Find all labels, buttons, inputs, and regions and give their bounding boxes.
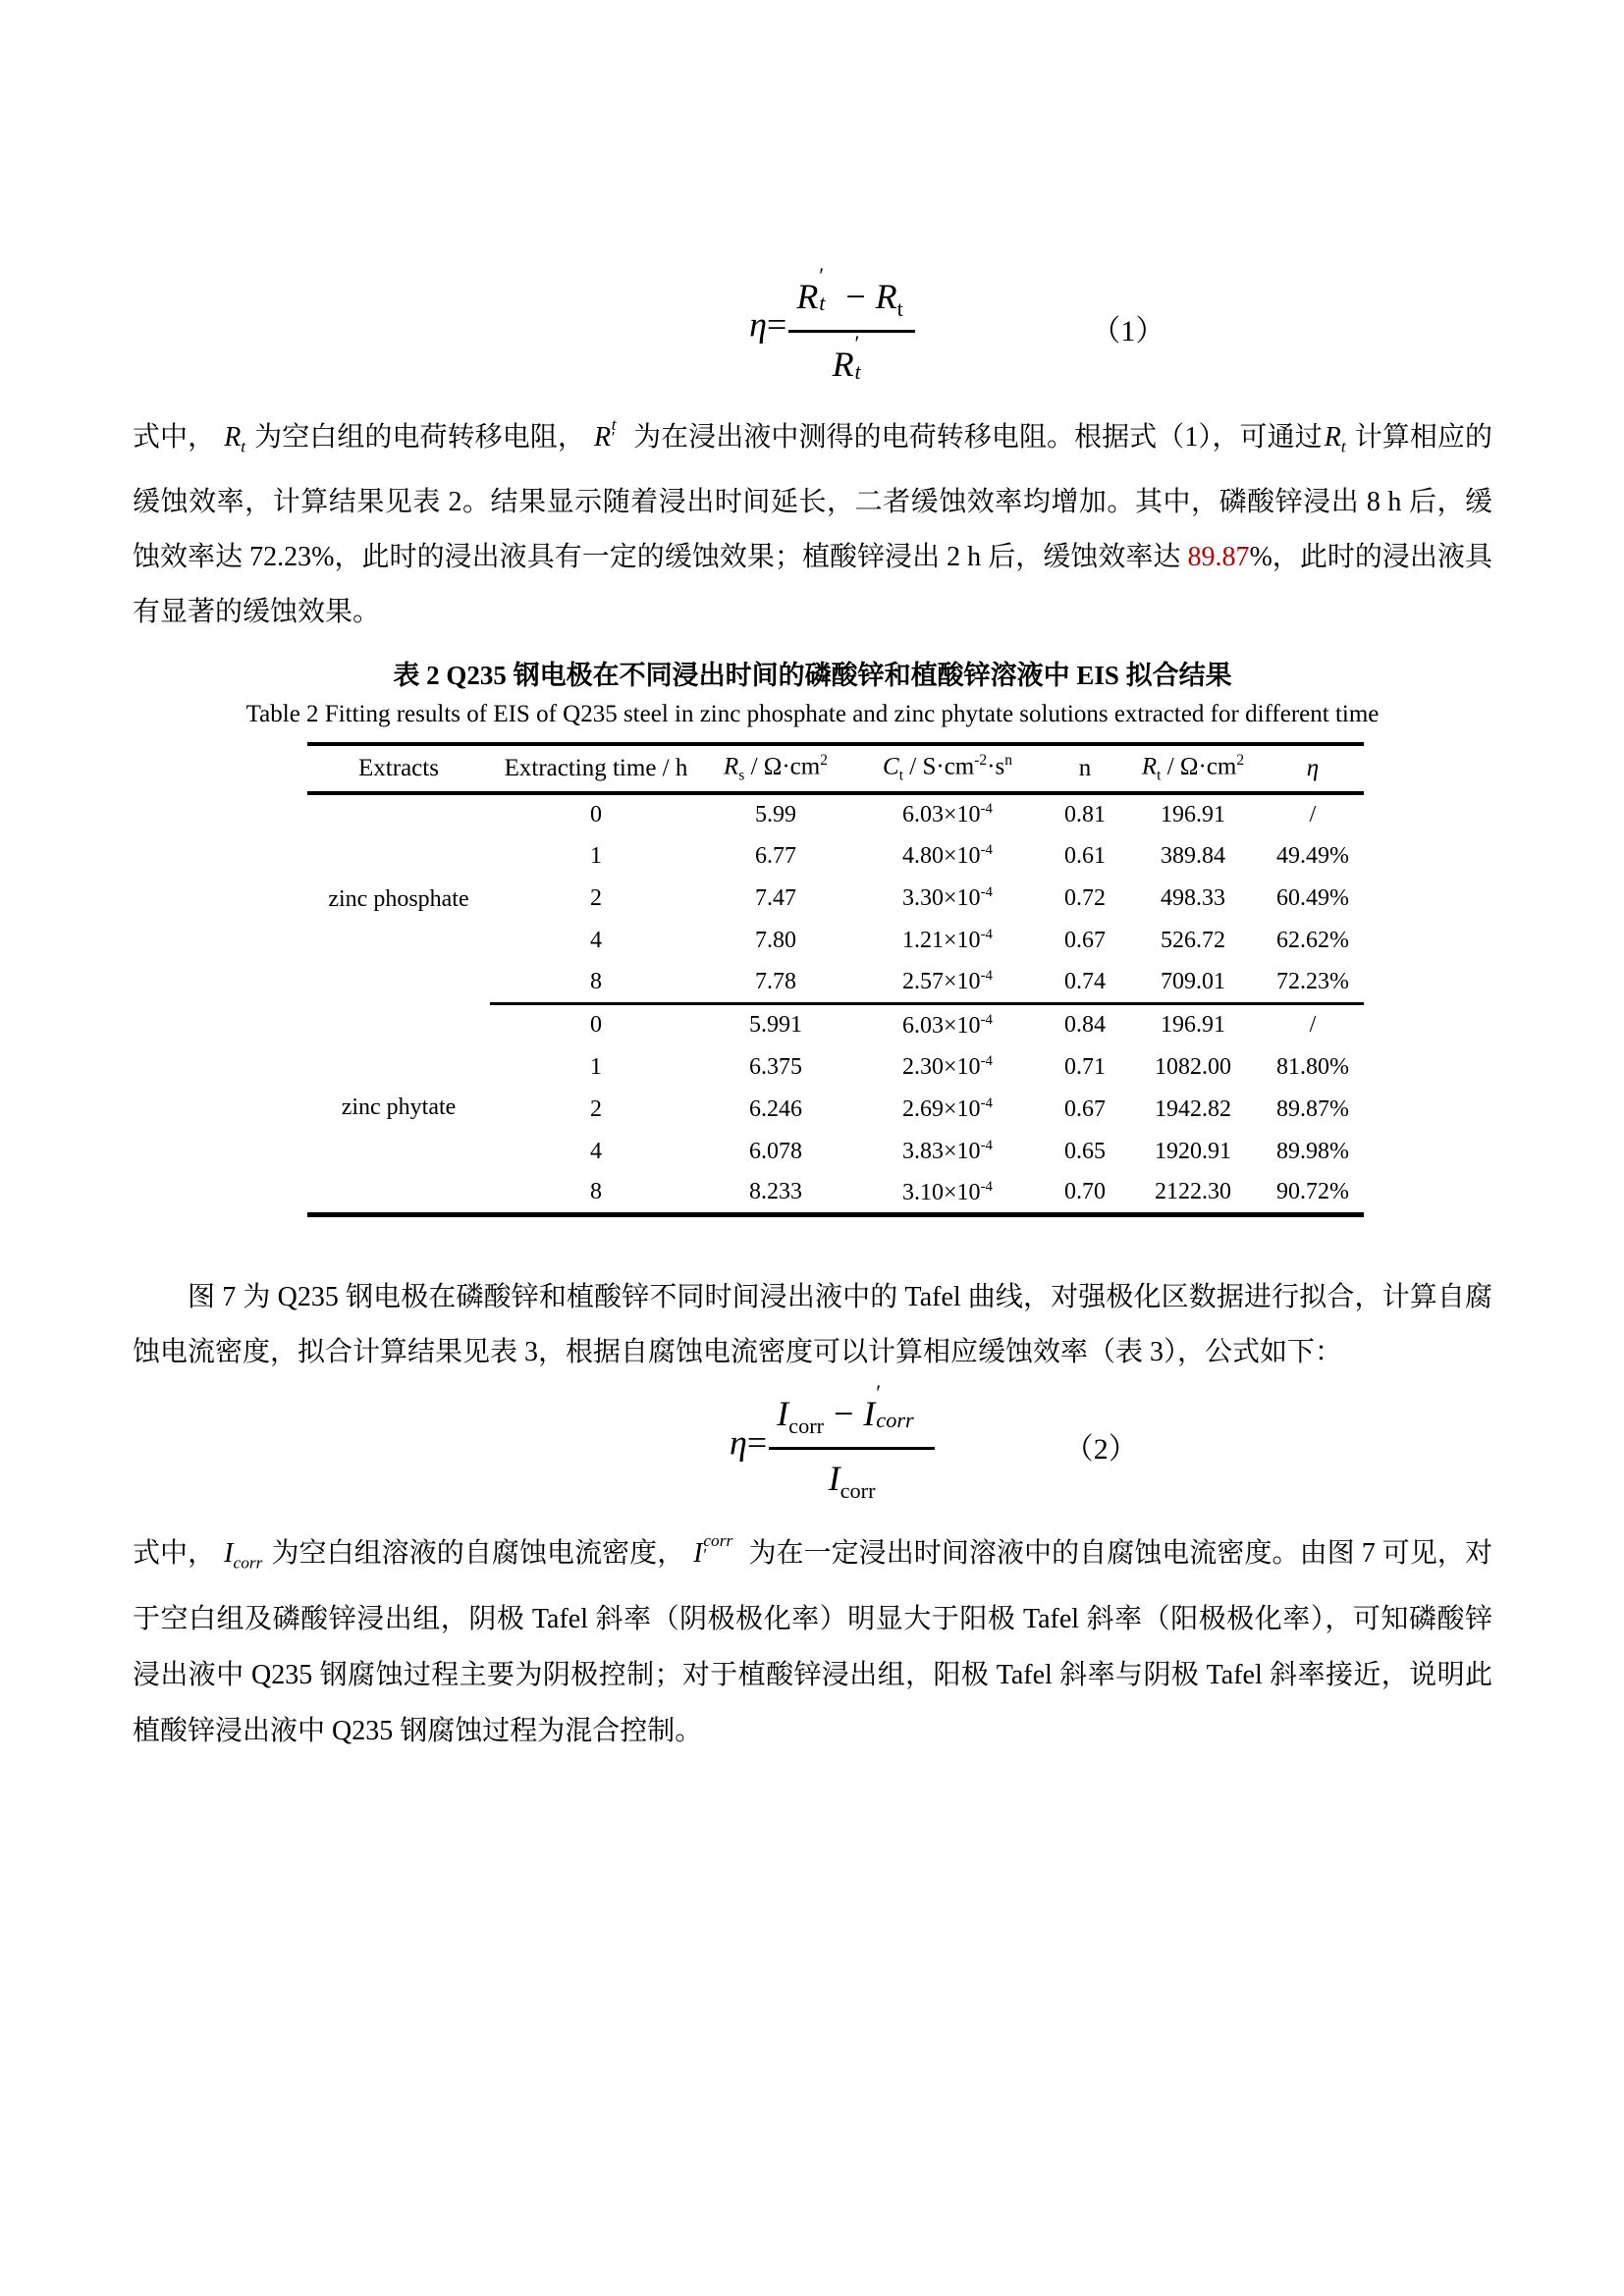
cell-extract-label: zinc phytate bbox=[341, 1095, 457, 1121]
value-mantissa: 3.30×10 bbox=[902, 885, 981, 912]
math-var: I bbox=[828, 1459, 840, 1499]
math-var: C bbox=[883, 753, 899, 780]
subscript: corr bbox=[703, 1530, 733, 1550]
cell-rt: 1942.82 bbox=[1155, 1095, 1231, 1122]
value-exponent: -4 bbox=[980, 842, 993, 859]
eta-symbol: η bbox=[749, 304, 768, 345]
math-var: R bbox=[796, 276, 819, 316]
math-Rt bbox=[224, 422, 246, 456]
cell-n: 0.67 bbox=[1064, 1095, 1106, 1122]
table-title-chinese: 表 2 Q235 钢电极在不同浸出时间的磷酸锌和植酸锌溶液中 EIS 拟合结果 bbox=[393, 660, 1232, 690]
unit-text: / Ω·cm bbox=[744, 753, 821, 780]
math-var: R bbox=[724, 753, 739, 780]
prime-mark: ′ bbox=[876, 1379, 882, 1405]
unit-text: ·s bbox=[987, 753, 1005, 780]
superscript: 2 bbox=[1236, 751, 1245, 769]
col-header-rs bbox=[702, 744, 849, 793]
equation-2 bbox=[133, 1379, 1492, 1506]
cell-rs: 7.80 bbox=[755, 927, 796, 953]
cell-rt: 2122.30 bbox=[1155, 1179, 1231, 1205]
text-run: 图 7 为 Q235 钢电极在磷酸锌和植酸锌不同时间浸出液中的 Tafel 曲线，对强极化区数据进行拟合，计算自腐蚀电流密度，拟合计算结果见表 3，根据自腐蚀电流密度可以计算相应缓蚀效率（表 3），公式如下： bbox=[133, 1282, 1492, 1368]
subscript: corr bbox=[876, 1408, 914, 1433]
col-header-eta bbox=[1262, 744, 1364, 793]
value-mantissa: 2.69×10 bbox=[902, 1096, 981, 1123]
cell-rs: 7.78 bbox=[755, 968, 796, 994]
cell-rs: 5.99 bbox=[755, 801, 796, 828]
eis-results-table bbox=[307, 742, 1364, 1218]
value-mantissa: 2.30×10 bbox=[902, 1054, 981, 1081]
cell-ct bbox=[849, 962, 1046, 1004]
math-Icorr bbox=[224, 1538, 263, 1573]
value-mantissa: 4.80×10 bbox=[902, 843, 981, 870]
cell-rs: 6.078 bbox=[749, 1138, 802, 1164]
text-run: %，此时的浸出液具有显著的缓蚀效果。 bbox=[133, 541, 1492, 627]
value-mantissa: 6.03×10 bbox=[902, 802, 981, 828]
prime-mark: ′ bbox=[703, 1545, 708, 1565]
header-row bbox=[307, 744, 1364, 793]
math-var: R bbox=[875, 276, 897, 316]
subscript: t bbox=[819, 291, 826, 316]
col-header-extracting-time: Extracting time / h bbox=[490, 744, 702, 793]
math-var: η bbox=[1306, 754, 1320, 781]
cell-ct bbox=[849, 793, 1046, 835]
subscript: t bbox=[1157, 767, 1162, 784]
col-header-ct bbox=[849, 744, 1046, 793]
cell-time: 1 bbox=[590, 842, 602, 869]
prime-sub-stack bbox=[703, 1530, 740, 1565]
cell-rt: 389.84 bbox=[1161, 842, 1225, 869]
cell-rt: 709.01 bbox=[1161, 968, 1225, 994]
math-var: I bbox=[863, 1393, 876, 1433]
cell-ct bbox=[849, 1046, 1046, 1089]
text-run: 为空白组的电荷转移电阻， bbox=[254, 422, 585, 453]
value-mantissa: 1.21×10 bbox=[902, 928, 981, 954]
cell-ct bbox=[849, 1004, 1046, 1046]
math-var: R bbox=[1324, 422, 1341, 453]
cell-eta: 90.72% bbox=[1276, 1179, 1349, 1205]
math-var: R bbox=[832, 345, 854, 385]
value-exponent: -4 bbox=[980, 968, 993, 985]
cell-time: 0 bbox=[490, 1004, 702, 1046]
cell-rt: 526.72 bbox=[1161, 927, 1225, 953]
prime-mark: ′ bbox=[819, 262, 825, 288]
cell-eta: 89.87% bbox=[1276, 1095, 1349, 1122]
math-Rt-prime bbox=[593, 414, 624, 453]
fraction-denominator bbox=[788, 333, 915, 385]
prime-mark: ′ bbox=[611, 428, 616, 448]
cell-rs: 7.47 bbox=[755, 884, 796, 911]
eta-symbol: η bbox=[730, 1422, 747, 1463]
cell-extract-label: zinc phosphate bbox=[328, 885, 469, 912]
value-exponent: -4 bbox=[980, 884, 993, 901]
cell-ct bbox=[849, 835, 1046, 878]
equation-1-number: （1） bbox=[1091, 315, 1165, 347]
minus-sign: − bbox=[834, 1393, 854, 1433]
col-header-n: n bbox=[1046, 744, 1124, 793]
cell-time: 4 bbox=[590, 927, 602, 953]
cell-eta: 81.80% bbox=[1276, 1053, 1349, 1080]
value-exponent: -4 bbox=[980, 1095, 993, 1112]
cell-eta: / bbox=[1262, 1004, 1364, 1046]
col-header-extracts: Extracts bbox=[307, 744, 490, 793]
cell-rs: 5.991 bbox=[702, 1004, 849, 1046]
table-row bbox=[307, 1004, 1364, 1046]
prime-sub-stack bbox=[611, 414, 624, 448]
cell-rs: 8.233 bbox=[749, 1179, 802, 1205]
subscript: corr bbox=[839, 1478, 876, 1504]
value-mantissa: 6.03×10 bbox=[902, 1012, 981, 1039]
equation-1-body bbox=[710, 262, 915, 385]
fraction-numerator bbox=[788, 262, 915, 333]
value-exponent: -4 bbox=[980, 1138, 993, 1154]
superscript: -2 bbox=[974, 751, 988, 769]
fraction bbox=[769, 1379, 935, 1504]
cell-n: 0.84 bbox=[1046, 1004, 1124, 1046]
unit-text: / S·cm bbox=[903, 753, 975, 780]
minus-sign: − bbox=[845, 276, 866, 316]
subscript: t bbox=[241, 437, 246, 456]
text-run: 为在一定浸出时间溶液中的自腐蚀电流密度。由图 7 可见，对于空白组及磷酸锌浸出组，阴极 Tafel 斜率（阴极极化率）明显大于阳极 Tafel 斜率（阳极极化率），可知磷酸锌浸出液中 Q235 钢腐蚀过程主要为阴极控制；对于植酸锌浸出组，阳极 Tafel 斜率与阴极 Tafel 斜率接近，说明此植酸锌浸出液中 Q235 钢腐蚀过程为混合控制。 bbox=[133, 1538, 1492, 1746]
cell-ct bbox=[849, 878, 1046, 920]
fraction bbox=[788, 262, 915, 385]
prime-sub-stack bbox=[818, 262, 836, 316]
subscript: t bbox=[611, 414, 617, 434]
fraction-denominator bbox=[769, 1450, 935, 1504]
subscript: t bbox=[898, 767, 904, 784]
math-Icorr-prime bbox=[693, 1530, 739, 1570]
cell-eta: / bbox=[1309, 801, 1317, 828]
cell-n: 0.81 bbox=[1064, 801, 1106, 828]
superscript: 2 bbox=[820, 751, 828, 769]
math-var: I bbox=[693, 1538, 703, 1570]
cell-eta: 60.49% bbox=[1276, 884, 1349, 911]
highlighted-value: 89.87 bbox=[1187, 541, 1250, 572]
text-run: 为在浸出液中测得的电荷转移电阻。根据式（1），可通过 bbox=[633, 422, 1323, 453]
cell-ct bbox=[849, 1131, 1046, 1173]
subscript: t bbox=[1340, 437, 1346, 456]
cell-ct bbox=[849, 920, 1046, 962]
cell-time: 4 bbox=[590, 1138, 602, 1164]
equals-sign: = bbox=[767, 304, 787, 345]
cell-rt: 196.91 bbox=[1124, 1004, 1262, 1046]
value-exponent: -4 bbox=[980, 1053, 993, 1070]
subscript: corr bbox=[233, 1553, 263, 1573]
value-mantissa: 2.57×10 bbox=[902, 969, 981, 995]
cell-eta: 49.49% bbox=[1276, 842, 1349, 869]
prime-mark: ′ bbox=[854, 331, 860, 356]
superscript: n bbox=[1004, 751, 1012, 769]
cell-ct bbox=[849, 1173, 1046, 1215]
equation-2-body bbox=[690, 1379, 935, 1504]
table-header bbox=[307, 744, 1364, 793]
paragraph-eq2-explanation bbox=[133, 1525, 1492, 1759]
prime-sub-stack bbox=[854, 331, 872, 384]
cell-rs: 6.77 bbox=[755, 842, 796, 869]
table-title-english: Table 2 Fitting results of EIS of Q235 steel in zinc phosphate and zinc phytate solutions extracted for different time bbox=[245, 700, 1380, 727]
cell-n: 0.67 bbox=[1064, 927, 1106, 953]
value-mantissa: 3.10×10 bbox=[902, 1179, 981, 1205]
cell-ct bbox=[849, 1089, 1046, 1131]
cell-eta: 89.98% bbox=[1276, 1138, 1349, 1164]
cell-n: 0.74 bbox=[1064, 968, 1106, 994]
prime-sub-stack bbox=[875, 1379, 923, 1433]
text-run: 式中， bbox=[133, 1538, 216, 1570]
cell-eta: 72.23% bbox=[1276, 968, 1349, 994]
math-var: R bbox=[224, 422, 242, 453]
equals-sign: = bbox=[746, 1422, 768, 1463]
math-Rt bbox=[1324, 422, 1346, 456]
cell-n: 0.70 bbox=[1064, 1179, 1106, 1205]
subscript: t bbox=[896, 296, 903, 322]
value-exponent: -4 bbox=[980, 1011, 993, 1028]
cell-n: 0.71 bbox=[1064, 1053, 1106, 1080]
text-run: 为空白组溶液的自腐蚀电流密度， bbox=[271, 1538, 685, 1570]
text-run: 计算相应的缓蚀效率，计算结果见表 2。结果显示随着浸出时间延长，二者缓蚀效率均增加。其中，磷酸锌浸出 8 h 后，缓蚀效率达 72.23%，此时的浸出液具有一定的缓蚀效果；植酸锌浸出 2 h 后，缓蚀效率达 bbox=[133, 422, 1492, 572]
table-body bbox=[307, 793, 1364, 1215]
cell-time: 2 bbox=[590, 1095, 602, 1122]
cell-time: 1 bbox=[590, 1053, 602, 1080]
math-var: I bbox=[777, 1393, 789, 1433]
cell-time: 8 bbox=[590, 1179, 602, 1205]
cell-n: 0.65 bbox=[1064, 1138, 1106, 1164]
text-run: 式中， bbox=[133, 422, 216, 453]
col-header-rt bbox=[1124, 744, 1262, 793]
value-exponent: -4 bbox=[980, 927, 993, 943]
math-var: I bbox=[224, 1538, 234, 1570]
cell-time: 8 bbox=[590, 968, 602, 994]
math-var: R bbox=[1141, 753, 1158, 780]
cell-time: 2 bbox=[590, 884, 602, 911]
cell-rt: 1920.91 bbox=[1155, 1138, 1231, 1164]
subscript: t bbox=[854, 358, 861, 384]
equation-1 bbox=[133, 262, 1492, 389]
value-exponent: -4 bbox=[980, 801, 993, 818]
cell-eta: 62.62% bbox=[1276, 927, 1349, 953]
table-row bbox=[307, 793, 1364, 835]
fraction-numerator bbox=[769, 1379, 935, 1450]
equation-2-number: （2） bbox=[1063, 1433, 1138, 1467]
unit-text: / Ω·cm bbox=[1161, 753, 1237, 780]
paragraph-figure7-intro bbox=[133, 1270, 1492, 1380]
cell-rt: 196.91 bbox=[1161, 801, 1225, 828]
math-var: R bbox=[593, 422, 612, 453]
cell-n: 0.61 bbox=[1064, 842, 1106, 869]
subscript: corr bbox=[788, 1414, 825, 1439]
value-exponent: -4 bbox=[980, 1178, 993, 1195]
cell-rt: 1082.00 bbox=[1155, 1053, 1231, 1080]
cell-rs: 6.375 bbox=[749, 1053, 802, 1080]
cell-n: 0.72 bbox=[1064, 884, 1106, 911]
value-mantissa: 3.83×10 bbox=[902, 1139, 981, 1165]
paragraph-eq1-explanation bbox=[133, 410, 1492, 640]
cell-time: 0 bbox=[590, 801, 602, 828]
cell-rs: 6.246 bbox=[749, 1095, 802, 1122]
cell-rt: 498.33 bbox=[1161, 884, 1225, 911]
subscript: s bbox=[738, 767, 745, 784]
